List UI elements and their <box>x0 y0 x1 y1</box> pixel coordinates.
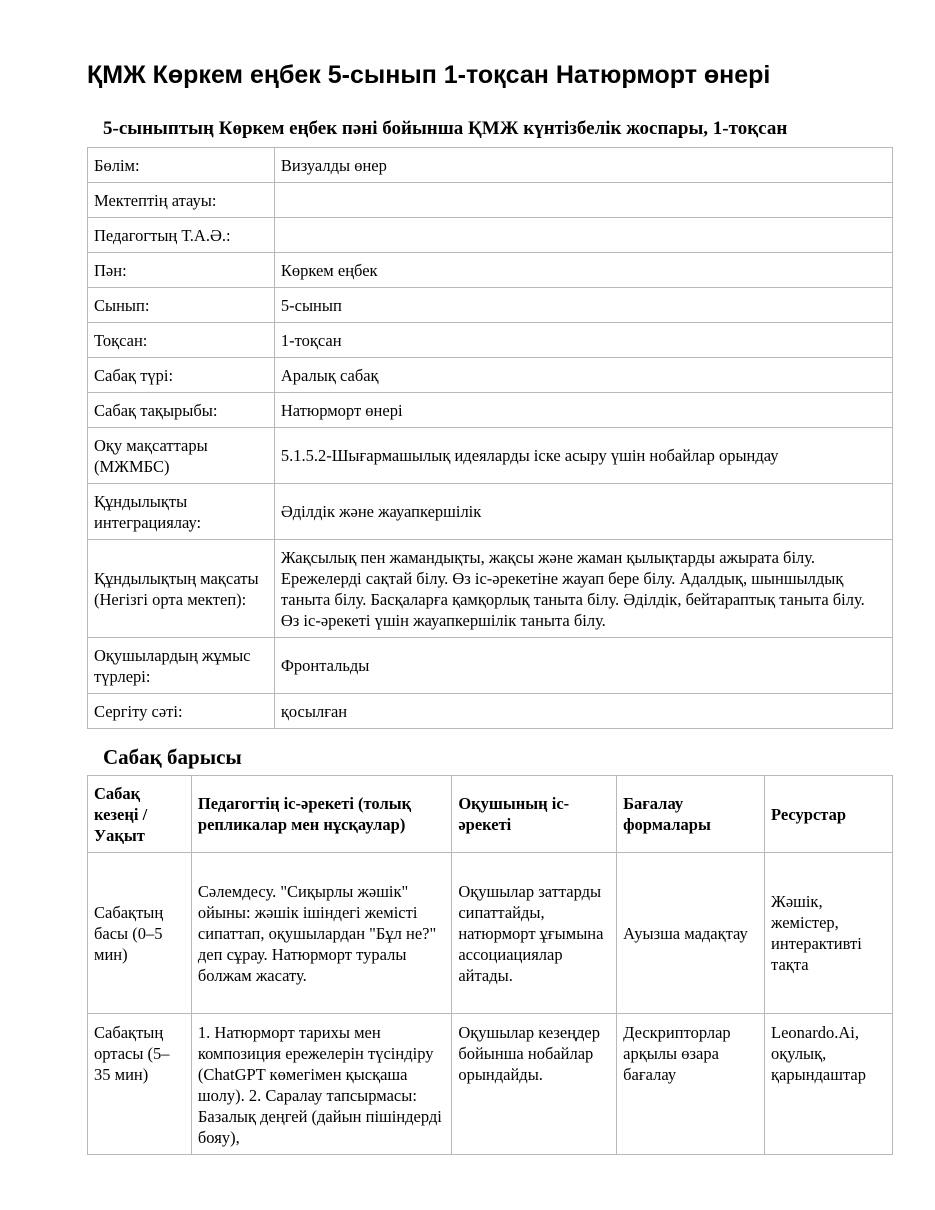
info-value: Визуалды өнер <box>274 148 892 183</box>
info-row <box>88 253 893 288</box>
info-value <box>274 183 892 218</box>
info-row <box>88 323 893 358</box>
info-row <box>88 358 893 393</box>
info-row <box>88 148 893 183</box>
info-row <box>88 540 893 638</box>
info-key: Сабақ тақырыбы: <box>88 393 275 428</box>
lesson-info-table <box>87 147 893 729</box>
info-row <box>88 183 893 218</box>
lesson-cell-teacher: 1. Натюрморт тарихы мен композиция ережелерін түсіндіру (ChatGPT көмегімен қысқаша шолу). 2. Саралау тапсырмасы: Базалық деңгей (дайын пішіндерді бояу), <box>191 1014 451 1155</box>
lesson-cell-assessment: Ауызша мадақтау <box>617 853 765 1014</box>
lesson-cell-student: Оқушылар кезеңдер бойынша нобайлар орындайды. <box>452 1014 617 1155</box>
lesson-cell-resources: Жәшік, жемістер, интерактивті тақта <box>765 853 893 1014</box>
info-key: Оқу мақсаттары (МЖМБС) <box>88 428 275 484</box>
column-header-stage: Сабақ кезеңі / Уақыт <box>88 776 192 853</box>
info-key: Педагогтың Т.А.Ә.: <box>88 218 275 253</box>
column-header-assessment: Бағалау формалары <box>617 776 765 853</box>
info-row <box>88 428 893 484</box>
column-header-resources: Ресурстар <box>765 776 893 853</box>
info-value: Фронтальды <box>274 638 892 694</box>
info-row <box>88 484 893 540</box>
info-key: Пән: <box>88 253 275 288</box>
column-header-student: Оқушының іс-әрекеті <box>452 776 617 853</box>
lesson-cell-stage: Сабақтың басы (0–5 мин) <box>88 853 192 1014</box>
lesson-cell-assessment: Дескрипторлар арқылы өзара бағалау <box>617 1014 765 1155</box>
lesson-cell-teacher: Сәлемдесу. "Сиқырлы жәшік" ойыны: жәшік ішіндегі жемісті сипаттап, оқушылардан "Бұл не?" деп сұрау. Натюрморт туралы болжам жасату. <box>191 853 451 1014</box>
lesson-row <box>88 853 893 1014</box>
column-header-teacher: Педагогтің іс-әрекеті (толық репликалар мен нұсқаулар) <box>191 776 451 853</box>
info-key: Құндылықтың мақсаты (Негізгі орта мектеп): <box>88 540 275 638</box>
lesson-flow-table <box>87 775 893 1155</box>
info-key: Тоқсан: <box>88 323 275 358</box>
info-key: Оқушылардың жұмыс түрлері: <box>88 638 275 694</box>
info-key: Сергіту сәті: <box>88 694 275 729</box>
lesson-cell-stage: Сабақтың ортасы (5–35 мин) <box>88 1014 192 1155</box>
info-value: 5.1.5.2-Шығармашылық идеяларды іске асыру үшін нобайлар орындау <box>274 428 892 484</box>
info-value: Натюрморт өнері <box>274 393 892 428</box>
info-value: Көркем еңбек <box>274 253 892 288</box>
info-key: Бөлім: <box>88 148 275 183</box>
info-row <box>88 218 893 253</box>
info-row <box>88 694 893 729</box>
plan-subtitle: 5-сыныптың Көркем еңбек пәні бойынша ҚМЖ күнтізбелік жоспары, 1-тоқсан <box>103 118 788 139</box>
info-value: қосылған <box>274 694 892 729</box>
lesson-header-row <box>88 776 893 853</box>
document-title: ҚМЖ Көркем еңбек 5-сынып 1-тоқсан Натюрморт өнері <box>87 61 771 89</box>
info-key: Мектептің атауы: <box>88 183 275 218</box>
lesson-cell-resources: Leonardo.Ai, оқулық, қарындаштар <box>765 1014 893 1155</box>
info-row <box>88 638 893 694</box>
info-value: 5-сынып <box>274 288 892 323</box>
info-value: Әділдік және жауапкершілік <box>274 484 892 540</box>
info-row <box>88 393 893 428</box>
info-value <box>274 218 892 253</box>
info-value: Аралық сабақ <box>274 358 892 393</box>
info-key: Құндылықты интеграциялау: <box>88 484 275 540</box>
info-row <box>88 288 893 323</box>
info-value: Жақсылық пен жамандықты, жақсы және жаман қылықтарды ажырата білу. Ережелерді сақтай білу. Өз іс-әрекетіне жауап бере білу. Адалдық, шыншылдық таныта білу. Басқаларға қамқорлық таныта білу. Әділдік, бейтараптық таныта білу. Өз іс-әрекеті үшін жауапкершілік таныта білу. <box>274 540 892 638</box>
info-key: Сынып: <box>88 288 275 323</box>
lesson-section-heading: Сабақ барысы <box>103 745 242 769</box>
info-key: Сабақ түрі: <box>88 358 275 393</box>
info-value: 1-тоқсан <box>274 323 892 358</box>
lesson-cell-student: Оқушылар заттарды сипаттайды, натюрморт ұғымына ассоциациялар айтады. <box>452 853 617 1014</box>
lesson-row <box>88 1014 893 1155</box>
